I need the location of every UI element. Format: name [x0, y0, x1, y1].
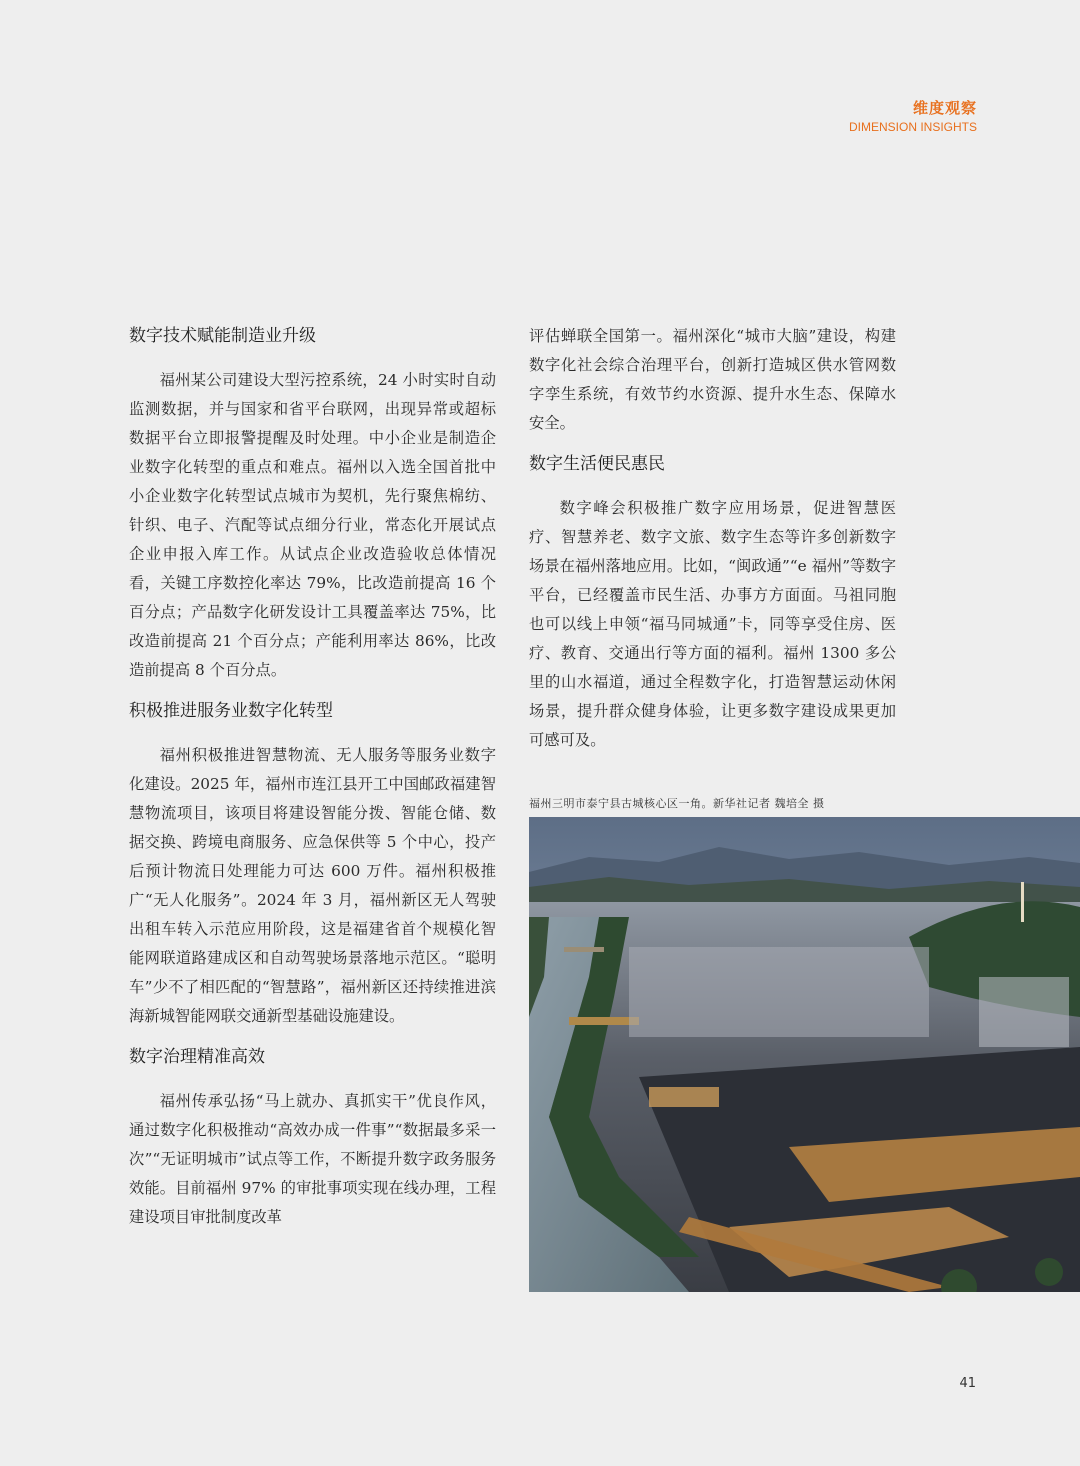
paragraph-service: 福州积极推进智慧物流、无人服务等服务业数字化建设。2025 年，福州市连江县开工中国邮政福建智慧物流项目，该项目将建设智能分拨、智能仓储、数据交换、跨境电商服务、应急保供等 5 个中心，投产后预计物流日处理能力可达 600 万件。福州积极推广“无人化服务”。2024 年 3 月，福州新区无人驾驶出租车转入示范应用阶段，这是福建省首个规模化智能网联道路建成区和自动驾驶场景落地示范区。“聪明车”少不了相匹配的“智慧路”，福州新区还持续推进滨海新城智能网联交通新型基础设施建设。	[129, 746, 496, 1025]
paragraph-manufacturing: 福州某公司建设大型污控系统，24 小时实时自动监测数据，并与国家和省平台联网，出现异常或超标数据平台立即报警提醒及时处理。中小企业是制造企业数字化转型的重点和难点。福州以入选全国首批中小企业数字化转型试点城市为契机，先行聚焦棉纺、针织、电子、汽配等试点细分行业，常态化开展试点企业申报入库工作。从试点企业改造验收总体情况看，关键工序数控化率达 79%，比改造前提高 16 个百分点；产品数字化研发设计工具覆盖率达 75%，比改造前提高 21 个百分点；产能利用率达 86%，比改造前提高 8 个百分点。	[129, 371, 496, 679]
section-title-cn: 维度观察	[912, 99, 977, 117]
paragraph-governance-continued: 评估蝉联全国第一。福州深化“城市大脑”建设，构建数字化社会综合治理平台，创新打造城区供水管网数字孪生系统，有效节约水资源、提升水生态、保障水安全。	[529, 327, 896, 432]
magazine-section-header	[849, 97, 977, 134]
right-column	[529, 322, 896, 755]
section-title-en: DIMENSION INSIGHTS	[848, 120, 977, 134]
photo-caption: 福州三明市泰宁县古城核心区一角。新华社记者 魏培全 摄	[529, 797, 825, 810]
paragraph-life: 数字峰会积极推广数字应用场景，促进智慧医疗、智慧养老、数字文旅、数字生态等许多创新数字场景在福州落地应用。比如，“闽政通”“e 福州”等数字平台，已经覆盖市民生活、办事方方面面。马祖同胞也可以线上申领“福马同城通”卡，同等享受住房、医疗、教育、交通出行等方面的福利。福州 1300 多公里的山水福道，通过全程数字化，打造智慧运动休闲场景，提升群众健身体验，让更多数字建设成果更加可感可及。	[529, 499, 896, 749]
left-column	[129, 322, 496, 1232]
page-number: 41	[959, 1376, 976, 1391]
city-aerial-photo	[529, 817, 1080, 1292]
paragraph-governance: 福州传承弘扬“马上就办、真抓实干”优良作风，通过数字化积极推动“高效办成一件事”“数据最多采一次”“无证明城市”试点等工作，不断提升数字政务服务效能。目前福州 97% 的审批事项实现在线办理，工程建设项目审批制度改革	[129, 1092, 496, 1226]
heading-life: 数字生活便民惠民	[529, 454, 665, 474]
heading-governance: 数字治理精准高效	[129, 1047, 265, 1067]
heading-service: 积极推进服务业数字化转型	[129, 701, 333, 721]
heading-manufacturing: 数字技术赋能制造业升级	[129, 326, 316, 346]
